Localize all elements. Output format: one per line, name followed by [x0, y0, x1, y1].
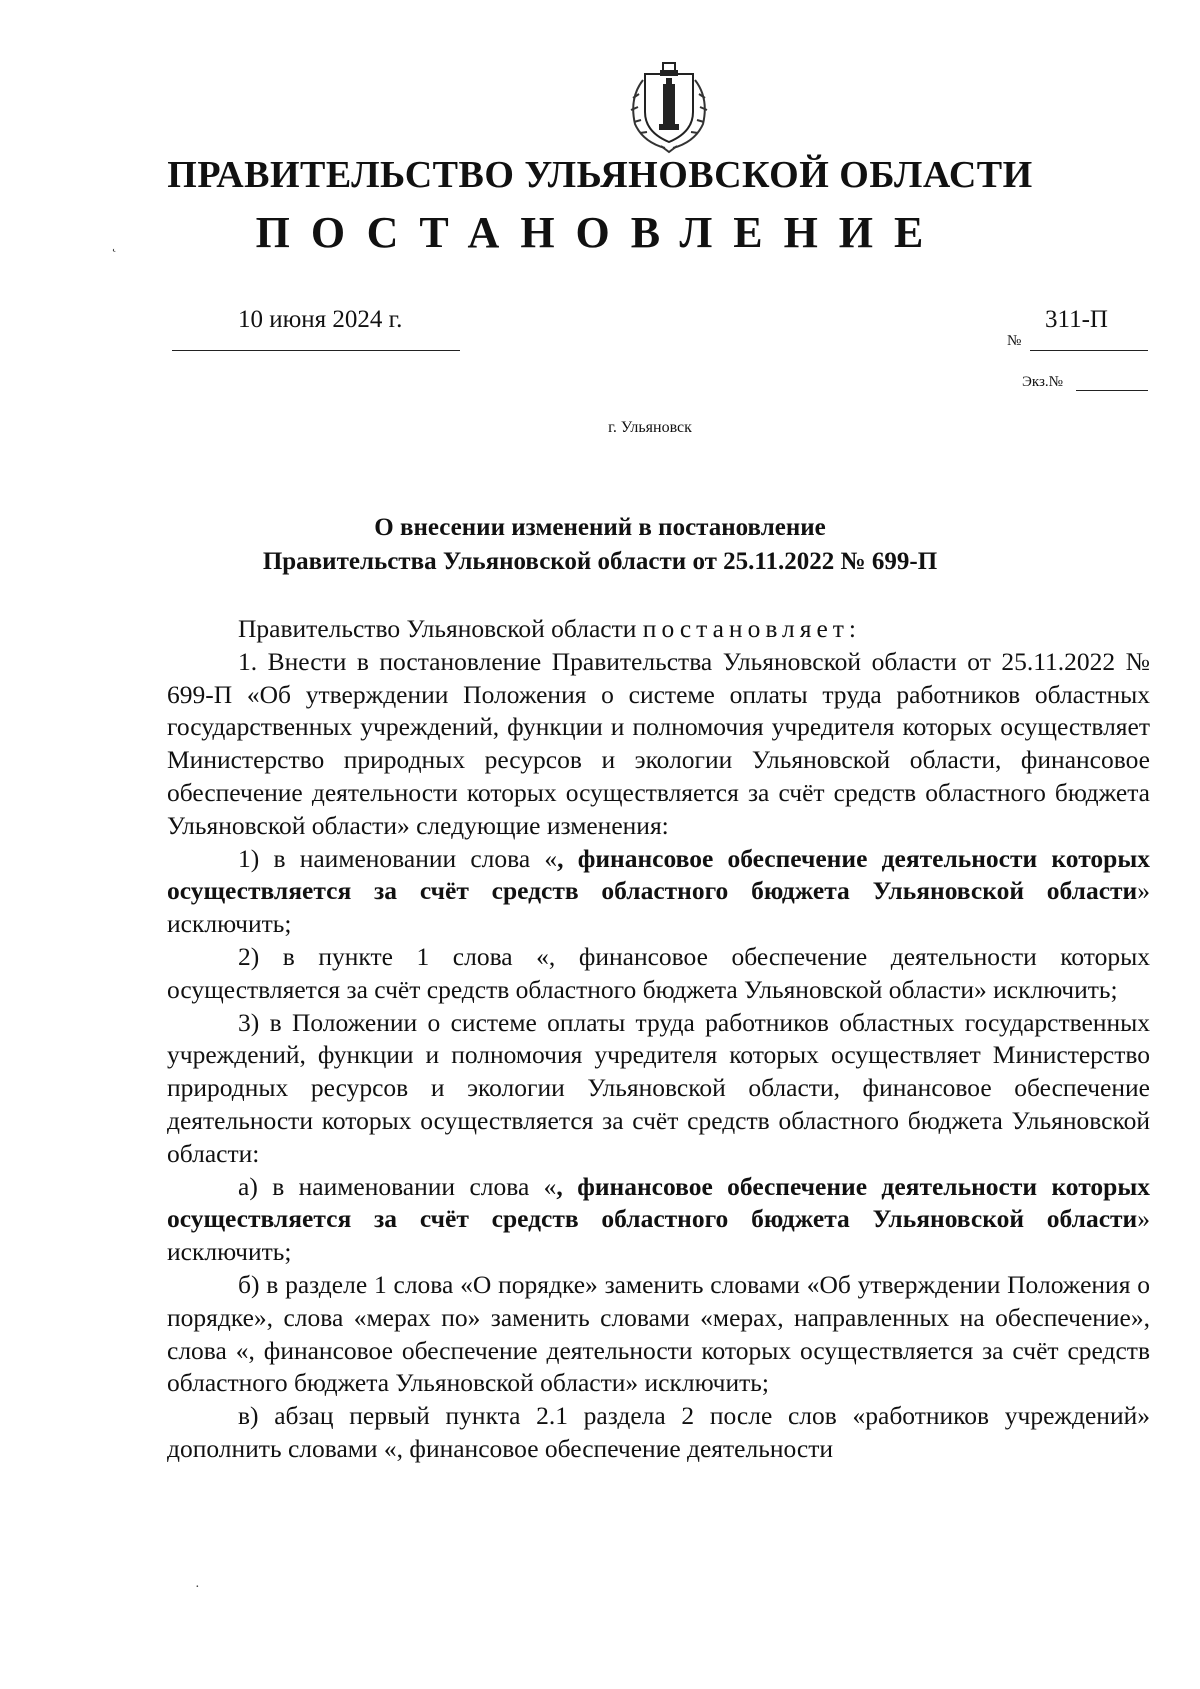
body-paragraph-5 — [167, 1171, 1150, 1269]
document-subject — [0, 511, 1200, 579]
intro-text: Правительство Ульяновской области — [238, 614, 643, 643]
number-underline — [1030, 350, 1148, 351]
p2-bold-text: , финансовое обеспечение деятельности которых осуществляется за счёт средств областного бюджета Ульяновской области — [167, 843, 1150, 906]
body-paragraph-3: 2) в пункте 1 слова «, финансовое обеспечение деятельности которых осуществляется за счёт средств областного бюджета Ульяновской области» исключить; — [167, 941, 1150, 1004]
document-type-title: ПОСТАНОВЛЕНИЕ — [255, 208, 945, 257]
body-paragraph-7: в) абзац первый пункта 2.1 раздела 2 после слов «работников учреждений» дополнить словами «, финансовое обеспечение деятельности — [167, 1401, 1150, 1463]
p5-text-start: а) в наименовании слова « — [238, 1171, 557, 1201]
copy-number-underline — [1076, 390, 1148, 391]
scan-speck: · — [195, 1580, 200, 1595]
subject-line-2: Правительства Ульяновской области от 25.11.2022 № 699-П — [262, 548, 938, 575]
body-intro — [167, 613, 1150, 646]
scan-speck: ˛ — [112, 238, 117, 253]
coat-of-arms-icon — [625, 58, 713, 154]
p5-bold-text: , финансовое обеспечение деятельности которых осуществляется за счёт средств областного бюджета Ульяновской области — [167, 1171, 1151, 1234]
p2-text-end: » исключить; — [167, 876, 1150, 939]
date-underline — [172, 350, 460, 351]
document-body — [167, 613, 1150, 1466]
number-label: № — [1007, 333, 1022, 349]
subject-line-1: О внесении изменений в постановление — [374, 514, 826, 541]
document-number: 311-П — [1045, 306, 1108, 333]
p5-text-end: » исключить; — [167, 1204, 1150, 1267]
document-date: 10 июня 2024 г. — [238, 306, 403, 333]
intro-resolves: постановляет: — [642, 614, 862, 643]
city-line: г. Ульяновск — [608, 419, 692, 436]
p2-text-start: 1) в наименовании слова « — [238, 843, 558, 873]
body-paragraph-2 — [167, 843, 1150, 941]
copy-number-label: Экз.№ — [1022, 374, 1063, 390]
organization-title: ПРАВИТЕЛЬСТВО УЛЬЯНОВСКОЙ ОБЛАСТИ — [167, 154, 1033, 196]
body-paragraph-4: 3) в Положении о системе оплаты труда работников областных государственных учреждений, функции и полномочия учредителя которых осуществляет Министерство природных ресурсов и экологии Ульяновской области, финансовое обеспечение деятельности которых осуществляется за счёт средств областного бюджета Ульяновской области: — [167, 1007, 1150, 1168]
body-paragraph-1: 1. Внести в постановление Правительства Ульяновской области от 25.11.2022 № 699-П «Об утверждении Положения о системе оплаты труда работников областных государственных учреждений, функции и полномочия учредителя которых осуществляет Министерство природных ресурсов и экологии Ульяновской области, финансовое обеспечение деятельности которых осуществляется за счёт средств областного бюджета Ульяновской области» следующие изменения: — [167, 646, 1150, 840]
body-paragraph-6: б) в разделе 1 слова «О порядке» заменить словами «Об утверждении Положения о порядке», слова «мерах по» заменить словами «мерах, направленных на обеспечение», слова «, финансовое обеспечение деятельности которых осуществляется за счёт средств областного бюджета Ульяновской области» исключить; — [167, 1269, 1150, 1398]
